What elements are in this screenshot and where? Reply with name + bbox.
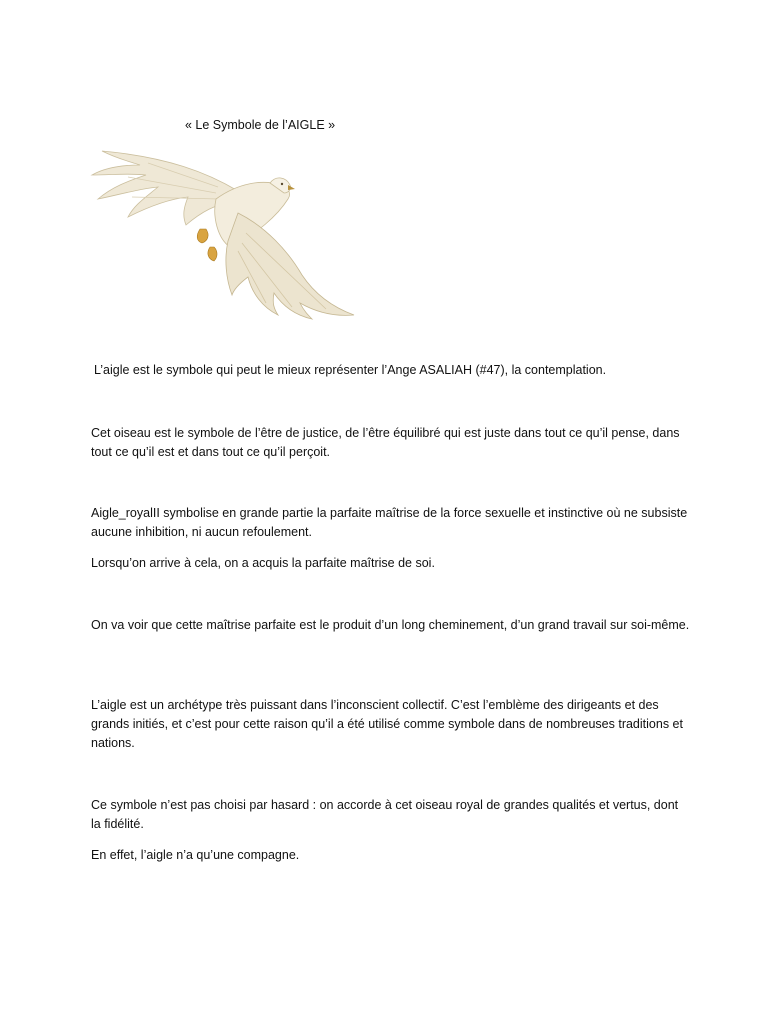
eagle-image [88, 143, 358, 321]
paragraph-text: Cet oiseau est le symbole de l’être de justice, de l’être équilibré qui est juste dans tout ce qu’il pense, dans tout ce qu’il est et dans tout ce qu’il perçoit. [91, 426, 680, 459]
paragraph-intro [94, 361, 694, 380]
eagle-lower-wing [226, 213, 354, 319]
eagle-talons [197, 229, 217, 261]
paragraph-text: Lorsqu’on arrive à cela, on a acquis la parfaite maîtrise de soi. [91, 556, 435, 570]
paragraph-justice [91, 424, 691, 462]
paragraph-text: L’aigle est un archétype très puissant dans l’inconscient collectif. C’est l’emblème des dirigeants et des grands initiés, et c’est pour cette raison qu’il a été utilisé comme symbole dans de nombreuses traditions et nations. [91, 698, 683, 750]
paragraph-qualities [91, 796, 691, 834]
paragraph-self-mastery [91, 554, 691, 573]
paragraph-archetype [91, 696, 691, 753]
paragraph-mastery [91, 504, 691, 542]
paragraph-companion [91, 846, 691, 865]
paragraph-text: Aigle_royalII symbolise en grande partie la parfaite maîtrise de la force sexuelle et instinctive où ne subsiste aucune inhibition, ni aucun refoulement. [91, 506, 688, 539]
page-title: « Le Symbole de l’AIGLE » [185, 118, 336, 132]
paragraph-text: L’aigle est le symbole qui peut le mieux représenter l’Ange ASALIAH (#47), la contemplation. [94, 363, 607, 377]
paragraph-text: Ce symbole n’est pas choisi par hasard : on accorde à cet oiseau royal de grandes qualités et vertus, dont la fidélité. [91, 798, 679, 831]
paragraph-text: On va voir que cette maîtrise parfaite est le produit d’un long cheminement, d’un grand travail sur soi-même. [91, 618, 690, 632]
paragraph-journey [91, 616, 691, 635]
paragraph-text: En effet, l’aigle n’a qu’une compagne. [91, 848, 300, 862]
